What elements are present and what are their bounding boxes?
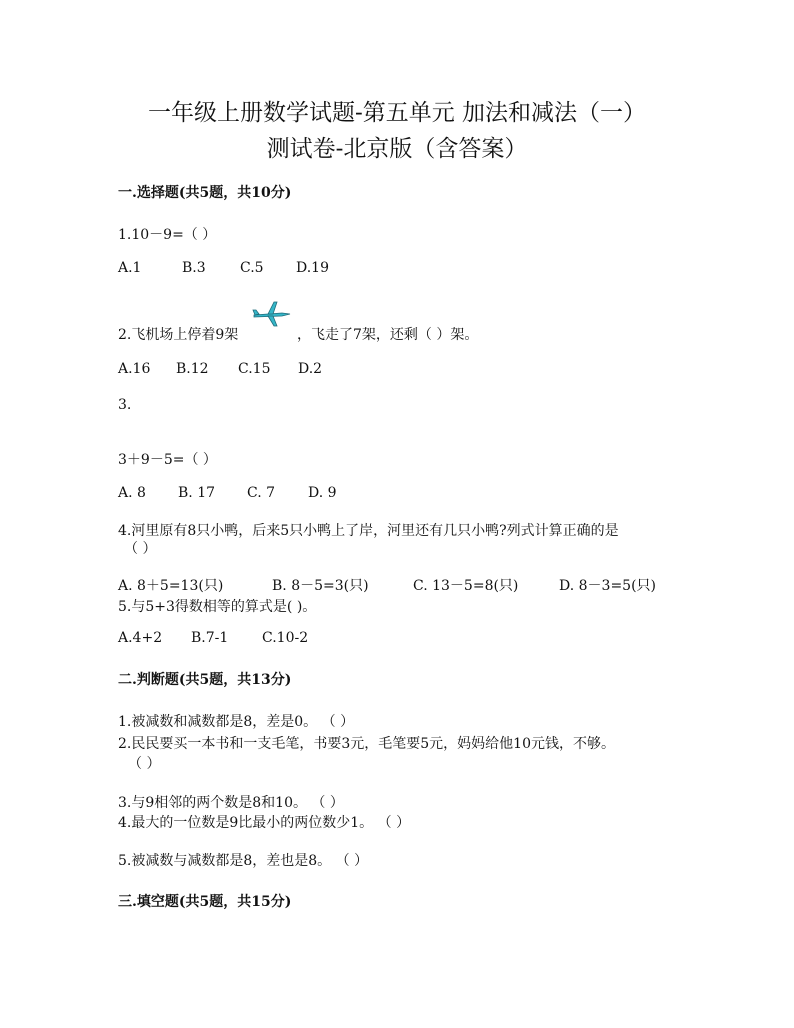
section-heading-judge: 二.判断题(共5题，共13分) <box>118 672 292 688</box>
option-d: D.2 <box>298 361 323 377</box>
option-a: A. 8 <box>118 485 146 501</box>
question-3-options <box>118 485 337 501</box>
option-c: C.10-2 <box>262 630 309 646</box>
option-d: D. 8－3=5(只) <box>559 578 657 594</box>
option-b: B.7-1 <box>191 630 229 646</box>
question-1-options <box>118 260 329 276</box>
question-3-number: 3. <box>118 397 132 413</box>
judge-question-5: 5.被减数与减数都是8，差也是8。 （ ） <box>118 853 369 869</box>
section-heading-choice: 一.选择题(共5题，共10分) <box>118 185 292 201</box>
option-b: B.12 <box>176 361 209 377</box>
document-title-line1: 一年级上册数学试题-第五单元 加法和减法（一） <box>147 100 647 126</box>
section-heading-fill: 三.填空题(共5题，共15分) <box>118 894 292 910</box>
option-b: B. 17 <box>178 485 216 501</box>
option-c: C.15 <box>238 361 271 377</box>
document-title-line2: 测试卷-北京版（含答案） <box>266 136 528 162</box>
option-c: C.5 <box>240 260 264 276</box>
airplane-icon <box>252 301 292 327</box>
option-d: D.19 <box>296 260 329 276</box>
question-4-options <box>118 575 656 595</box>
question-3: 3＋9－5=（ ） <box>118 452 217 468</box>
question-4-blank: （ ） <box>124 541 157 557</box>
question-5-options <box>118 630 308 646</box>
judge-question-2: 2.民民要买一本书和一支毛笔，书要3元，毛笔要5元，妈妈给他10元钱，不够。 <box>118 736 615 752</box>
question-2-part1: 2.飞机场上停着9架 <box>118 327 239 343</box>
option-c: C. 7 <box>247 485 276 501</box>
judge-question-2-blank: （ ） <box>128 756 161 772</box>
option-b: B.3 <box>182 260 206 276</box>
judge-question-1: 1.被减数和减数都是8，差是0。 （ ） <box>118 714 355 730</box>
option-a: A. 8＋5=13(只) <box>118 578 224 594</box>
option-a: A.16 <box>118 361 151 377</box>
option-c: C. 13－5=8(只) <box>413 578 519 594</box>
option-d: D. 9 <box>308 485 337 501</box>
option-b: B. 8－5=3(只) <box>272 578 369 594</box>
question-4: 4.河里原有8只小鸭，后来5只小鸭上了岸，河里还有几只小鸭?列式计算正确的是 <box>118 523 619 539</box>
question-1: 1.10－9=（ ） <box>118 227 217 243</box>
judge-question-3: 3.与9相邻的两个数是8和10。 （ ） <box>118 795 344 811</box>
option-a: A.1 <box>118 260 142 276</box>
question-2-part2: ，飞走了7架，还剩（ ）架。 <box>297 327 479 343</box>
question-2-options <box>118 361 322 377</box>
question-5: 5.与5+3得数相等的算式是( )。 <box>118 599 317 615</box>
option-a: A.4+2 <box>118 630 163 646</box>
judge-question-4: 4.最大的一位数是9比最小的两位数少1。 （ ） <box>118 815 411 831</box>
